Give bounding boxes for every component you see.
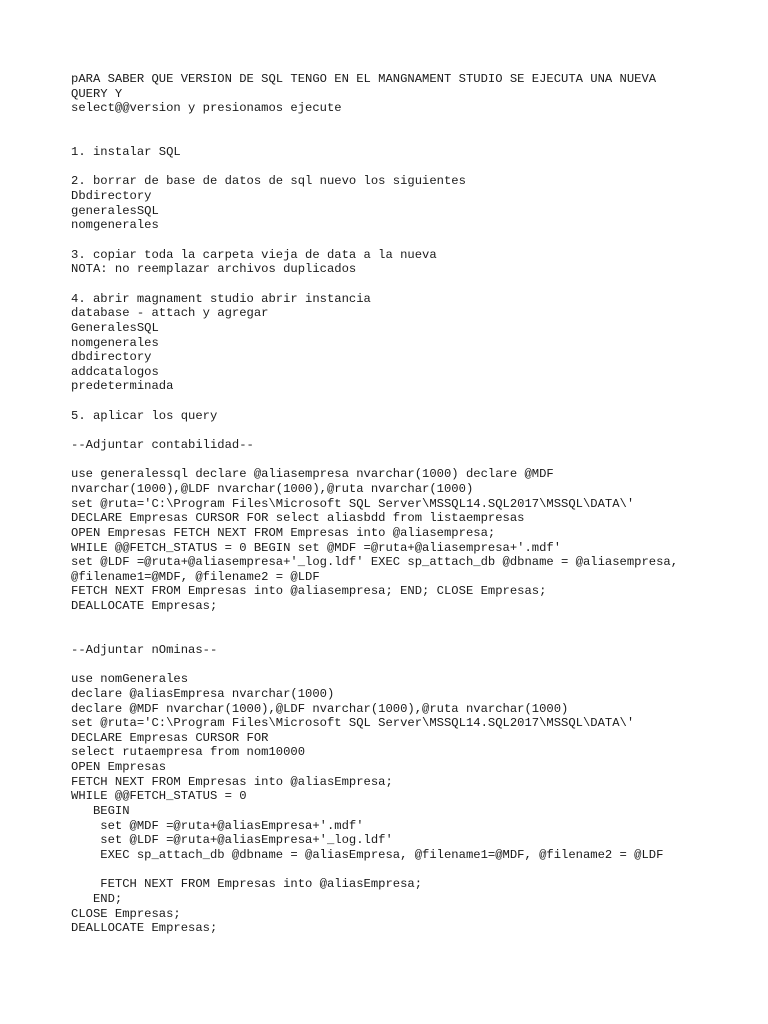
text-line: DECLARE Empresas CURSOR FOR [71,730,269,745]
text-line: OPEN Empresas [71,760,167,775]
blank-line [71,116,761,131]
blank-line [71,658,761,673]
blank-line [71,423,761,438]
text-line: pARA SABER QUE VERSION DE SQL TENGO EN EL MANGNAMENT STUDIO SE EJECUTA UNA NUEVA [71,72,657,86]
text-line: GeneralesSQL [71,320,159,335]
text-line: database - attach y agregar [71,306,269,321]
text-line: DECLARE Empresas CURSOR FOR select aliasbdd from listaempresas [71,511,525,526]
text-line: set @ruta='C:\Program Files\Microsoft SQL Server\MSSQL14.SQL2017\MSSQL\DATA\' [71,496,635,511]
blank-line [71,628,761,643]
text-line: DEALLOCATE Empresas; [71,921,218,936]
text-line: NOTA: no reemplazar archivos duplicados [71,262,357,277]
text-line: set @ruta='C:\Program Files\Microsoft SQL Server\MSSQL14.SQL2017\MSSQL\DATA\' [71,716,635,731]
text-line: WHILE @@FETCH_STATUS = 0 [71,789,247,804]
text-line: QUERY Y [71,86,123,101]
blank-line [71,394,761,409]
text-line: --Adjuntar nOminas-- [71,642,218,657]
text-line: dbdirectory [71,350,152,365]
document-body [71,72,761,936]
blank-line [71,863,761,878]
blank-line [71,453,761,468]
text-line: nomgenerales [71,335,159,350]
text-line: 1. instalar SQL [71,145,181,160]
text-line: EXEC sp_attach_db @dbname = @aliasEmpresa, @filename1=@MDF, @filename2 = @LDF [71,847,664,862]
blank-line [71,131,761,146]
blank-line [71,277,761,292]
text-line: addcatalogos [71,364,159,379]
text-line: select rutaempresa from nom10000 [71,745,306,760]
blank-line [71,614,761,629]
text-line: nomgenerales [71,218,159,233]
text-line: 2. borrar de base de datos de sql nuevo los siguientes [71,174,466,189]
text-line: BEGIN [71,804,130,819]
text-line: set @LDF =@ruta+@aliasEmpresa+'_log.ldf' [71,833,393,848]
text-line: use generalessql declare @aliasempresa nvarchar(1000) declare @MDF [71,467,554,482]
text-line: --Adjuntar contabilidad-- [71,438,254,453]
text-line: predeterminada [71,379,174,394]
text-line: FETCH NEXT FROM Empresas into @aliasEmpresa; [71,774,393,789]
text-line: Dbdirectory [71,189,152,204]
text-line: 5. aplicar los query [71,408,218,423]
blank-line [71,233,761,248]
text-line: WHILE @@FETCH_STATUS = 0 BEGIN set @MDF =@ruta+@aliasempresa+'.mdf' [71,540,562,555]
text-line: select@@version y presionamos ejecute [71,101,342,116]
text-line: set @MDF =@ruta+@aliasEmpresa+'.mdf' [71,818,364,833]
text-line: declare @aliasEmpresa nvarchar(1000) [71,686,335,701]
text-line: generalesSQL [71,203,159,218]
text-line: END; [71,891,123,906]
text-line: CLOSE Empresas; [71,906,181,921]
text-line: use nomGenerales [71,672,189,687]
text-line: @filename1=@MDF, @filename2 = @LDF [71,569,320,584]
text-line: DEALLOCATE Empresas; [71,599,218,614]
text-line: nvarchar(1000),@LDF nvarchar(1000),@ruta nvarchar(1000) [71,481,474,496]
blank-line [71,160,761,175]
text-line: 3. copiar toda la carpeta vieja de data a la nueva [71,247,437,262]
text-line: FETCH NEXT FROM Empresas into @aliasEmpresa; [71,877,423,892]
text-line: FETCH NEXT FROM Empresas into @aliasempresa; END; CLOSE Empresas; [71,584,547,599]
text-line: OPEN Empresas FETCH NEXT FROM Empresas into @aliasempresa; [71,525,496,540]
text-line: 4. abrir magnament studio abrir instancia [71,291,371,306]
text-line: declare @MDF nvarchar(1000),@LDF nvarchar(1000),@ruta nvarchar(1000) [71,701,569,716]
text-line: set @LDF =@ruta+@aliasempresa+'_log.ldf' EXEC sp_attach_db @dbname = @aliasempresa, [71,555,679,570]
